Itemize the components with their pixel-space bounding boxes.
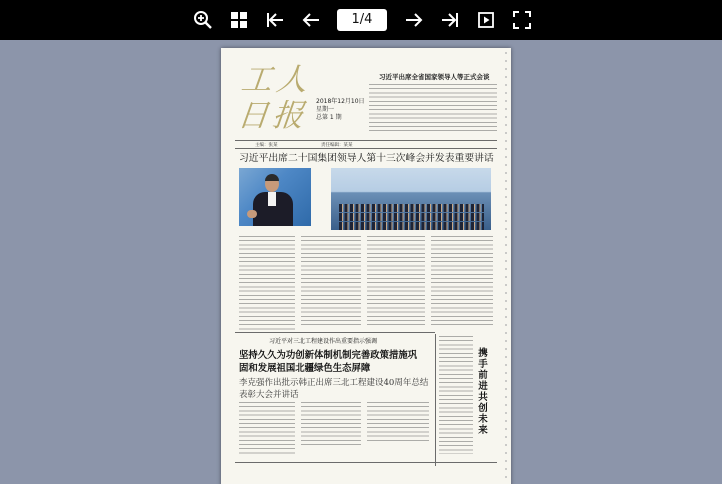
- group-photo-row: [339, 204, 484, 212]
- viewer-toolbar: [0, 0, 722, 40]
- leader-photo: [239, 168, 311, 226]
- group-photo-row: [339, 213, 484, 221]
- divider: [235, 332, 435, 333]
- last-page-icon: [440, 10, 460, 30]
- prev-page-button[interactable]: [298, 8, 324, 32]
- article-column: [239, 402, 295, 456]
- group-photo-row: [339, 222, 484, 230]
- secondary-headline-line1: 李克强作出批示韩正出席三北工程建设40周年总结: [239, 378, 429, 388]
- issue-number: 总第 1 期: [316, 114, 342, 121]
- play-icon: [476, 10, 496, 30]
- article-column: [301, 236, 361, 328]
- divider: [235, 148, 497, 149]
- zoom-in-button[interactable]: [190, 8, 216, 32]
- side-slogan: 携手前进 共创未来: [478, 348, 488, 436]
- sub-headline-line1: 坚持久久为功创新体制机制完善政策措施巩: [239, 350, 418, 361]
- article-column: [367, 402, 429, 442]
- first-page-icon: [265, 10, 285, 30]
- page-indicator[interactable]: 1/4: [337, 9, 387, 31]
- article-column: [301, 402, 361, 446]
- masthead-line1: 工人: [239, 62, 314, 98]
- fullscreen-icon: [512, 10, 532, 30]
- secondary-headline-line2: 表彰大会并讲话: [239, 390, 299, 400]
- newspaper-page[interactable]: [221, 48, 511, 484]
- side-article-text: [439, 336, 473, 454]
- editor2-label: 责任编辑：某某: [321, 143, 353, 148]
- zoom-in-icon: [193, 10, 213, 30]
- editor-label: 主编：张某: [255, 143, 278, 148]
- play-button[interactable]: [473, 8, 499, 32]
- arrow-right-icon: [404, 10, 424, 30]
- grid-icon: [229, 10, 249, 30]
- thumbnails-button[interactable]: [226, 8, 252, 32]
- divider: [235, 140, 497, 141]
- masthead: [235, 62, 315, 140]
- top-right-article-text: [369, 84, 497, 134]
- next-page-button[interactable]: [401, 8, 427, 32]
- page-edge-dots: [504, 49, 508, 479]
- article-column: [431, 236, 493, 328]
- issue-info: [316, 98, 365, 122]
- first-page-button[interactable]: [262, 8, 288, 32]
- arrow-left-icon: [301, 10, 321, 30]
- main-headline: 习近平出席二十国集团领导人第十三次峰会并发表重要讲话: [239, 153, 494, 164]
- masthead-line2: 日报: [235, 98, 310, 134]
- group-photo: [331, 168, 491, 230]
- article-column: [367, 236, 425, 328]
- fullscreen-button[interactable]: [509, 8, 535, 32]
- issue-date: 2018年12月10日: [316, 98, 365, 105]
- article-column: [239, 236, 295, 330]
- sub-headline-line2: 固和发展祖国北疆绿色生态屏障: [239, 363, 371, 374]
- sub-kicker: 习近平对三北工程建设作出重要指示强调: [269, 338, 378, 345]
- last-page-button[interactable]: [437, 8, 463, 32]
- document-viewer[interactable]: [0, 40, 722, 484]
- top-right-headline: 习近平出席全省国家领导人等正式会谈: [379, 73, 490, 81]
- issue-weekday: 星期一: [316, 106, 335, 113]
- bottom-rule: [235, 462, 497, 463]
- column-rule: [435, 334, 436, 466]
